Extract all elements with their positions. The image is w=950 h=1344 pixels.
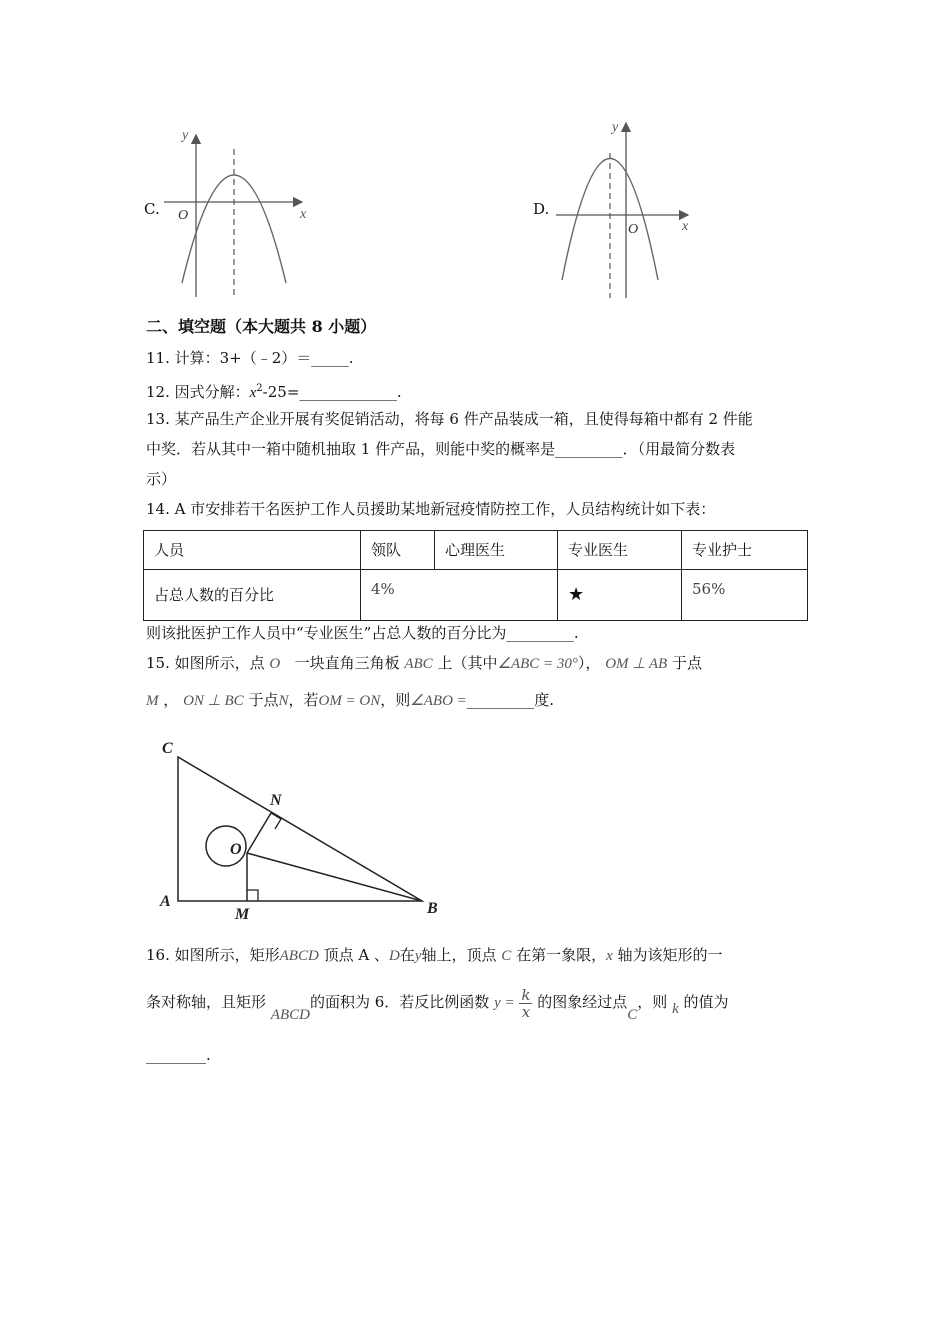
q15-math: OM = ON xyxy=(318,693,381,709)
label-n: N xyxy=(270,792,282,809)
label-b: B xyxy=(427,900,438,917)
question-16-line-2 xyxy=(146,984,729,1021)
q15-text: 于点 xyxy=(671,654,702,672)
label-c: C xyxy=(162,740,173,757)
question-12 xyxy=(146,378,402,404)
y-axis-label: y xyxy=(612,120,619,135)
q16-text: 在第一象限， xyxy=(516,946,607,964)
graph-option-c xyxy=(160,125,320,300)
q15-text: 15. 如图所示，点 xyxy=(146,654,265,672)
q16-text: 16. 如图所示，矩形 xyxy=(146,946,280,964)
q12-prefix: 12. 因式分解： xyxy=(146,383,250,401)
q15-math: N xyxy=(278,693,289,709)
right-angle-n xyxy=(271,813,281,829)
question-11: 11. 计算：3+（﹣2）＝_____. xyxy=(146,349,354,367)
fraction-numerator: k xyxy=(521,985,531,1004)
table-header-cell: 人员 xyxy=(144,531,361,570)
q16-math: y xyxy=(414,948,422,964)
question-13-line-2: 中奖．若从其中一箱中随机抽取 1 件产品，则能中奖的概率是_________．（用最简分数表 xyxy=(146,440,736,458)
right-angle-m xyxy=(247,890,258,901)
question-15-line-2 xyxy=(146,689,554,712)
table-cell: 4% xyxy=(361,569,558,620)
q16-math: ABCD xyxy=(270,1007,310,1023)
q16-text: 的面积为 6．若反比例函数 xyxy=(309,993,490,1011)
segment-ob xyxy=(247,853,422,901)
label-o: O xyxy=(230,841,242,858)
q16-math: k xyxy=(672,1001,679,1017)
q12-exp: 2 xyxy=(256,383,263,394)
x-axis-label: x xyxy=(300,207,307,222)
label-m: M xyxy=(235,906,250,923)
q15-math: OM ⊥ AB xyxy=(605,656,668,672)
q15-text: 于点 xyxy=(248,691,279,709)
q16-text: 在 xyxy=(399,946,415,964)
q16-math: ABCD xyxy=(279,948,319,964)
q16-math: C xyxy=(501,948,512,964)
q15-text: 一块直角三角板 xyxy=(294,654,400,672)
table-header-cell: 专业护士 xyxy=(682,531,808,570)
staff-structure-table xyxy=(143,530,808,621)
fraction-k-over-x xyxy=(519,987,532,1020)
q15-text: ，则 xyxy=(380,691,411,709)
q15-text: _________度. xyxy=(466,691,555,709)
question-16-line-1 xyxy=(146,944,723,967)
question-14-line-2: 则该批医护工作人员中“专业医生”占总人数的百分比为_________. xyxy=(146,624,579,642)
q15-text: ，若 xyxy=(288,691,319,709)
q16-text: 轴上，顶点 xyxy=(421,946,497,964)
q12-var: x xyxy=(249,385,257,401)
question-13-line-3: 示） xyxy=(146,470,177,488)
q15-text: ， xyxy=(163,691,179,709)
table-header-cell: 心理医生 xyxy=(435,531,558,570)
segment-on xyxy=(247,813,271,853)
q15-math: ∠ABO = xyxy=(410,693,467,709)
table-header-row xyxy=(144,531,808,570)
q16-text: ，则 xyxy=(637,993,668,1011)
y-axis-label: y xyxy=(182,128,189,143)
q16-text: 的图象经过点 xyxy=(537,993,628,1011)
triangle-figure xyxy=(150,735,450,925)
x-axis-label: x xyxy=(682,219,689,234)
q15-text: 上（其中 xyxy=(437,654,498,672)
graph-option-d xyxy=(550,115,700,300)
q15-text: ）， xyxy=(577,654,601,672)
q15-math: ABC xyxy=(404,656,433,672)
origin-label: O xyxy=(178,208,189,223)
question-15-line-1 xyxy=(146,652,702,675)
table-row xyxy=(144,569,808,620)
q16-text: 的值为 xyxy=(683,993,729,1011)
q16-text: 顶点 A 、 xyxy=(323,946,389,964)
fraction-denominator: x xyxy=(521,1002,531,1021)
table-row-label: 占总人数的百分比 xyxy=(144,569,361,620)
table-cell-star: ★ xyxy=(558,569,682,620)
q12-suffix: -25=_____________. xyxy=(262,383,402,401)
section-title: 二、填空题（本大题共 8 小题） xyxy=(146,317,377,336)
q16-math: D xyxy=(388,948,400,964)
q16-math: x xyxy=(606,948,613,964)
q15-math: O xyxy=(269,656,281,672)
option-c-label: C. xyxy=(144,200,160,218)
q15-math: M xyxy=(146,693,159,709)
table-cell: 56% xyxy=(682,569,808,620)
q16-math: y = xyxy=(494,995,515,1011)
origin-label: O xyxy=(628,222,639,237)
table-header-cell: 专业医生 xyxy=(558,531,682,570)
q16-text: 条对称轴，且矩形 xyxy=(146,993,267,1011)
q15-math: ∠ABC = 30° xyxy=(497,656,578,672)
question-13-line-1: 13. 某产品生产企业开展有奖促销活动，将每 6 件产品装成一箱，且使得每箱中都有 2 件能 xyxy=(146,410,753,428)
label-a: A xyxy=(160,893,171,910)
table-header-cell: 领队 xyxy=(361,531,435,570)
question-14-line-1: 14. A 市安排若干名医护工作人员援助某地新冠疫情防控工作，人员结构统计如下表： xyxy=(146,500,716,518)
q15-math: ON ⊥ BC xyxy=(183,693,244,709)
q16-math: C xyxy=(627,1007,638,1023)
question-16-line-3: ________. xyxy=(146,1046,211,1064)
q16-text: 轴为该矩形的一 xyxy=(617,946,723,964)
option-d-label: D. xyxy=(533,200,550,218)
